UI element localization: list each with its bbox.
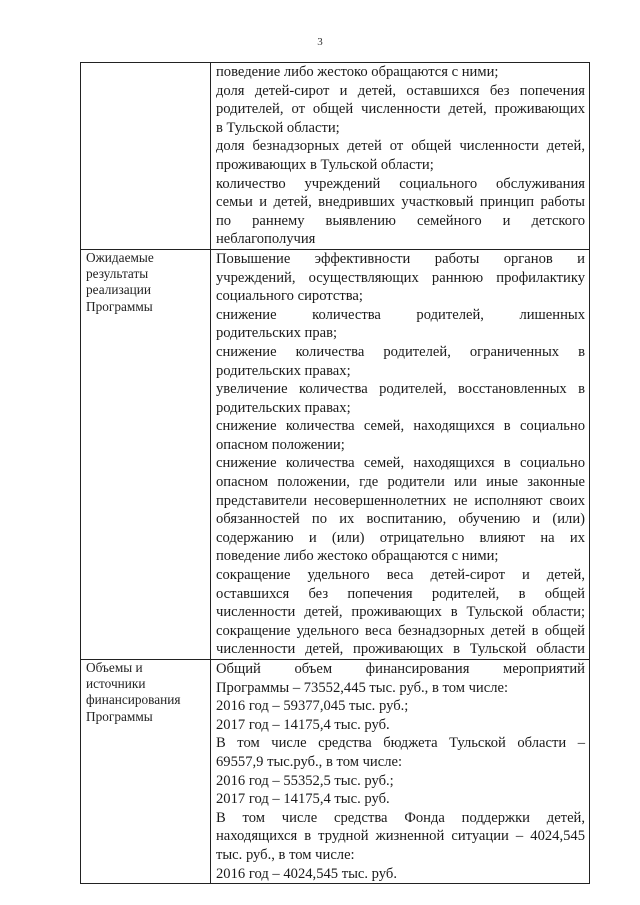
content-line: доля безнадзорных детей от общей численности детей, [216,138,585,155]
program-passport-table [80,62,590,884]
row-indicators-continued [81,63,590,250]
content-line: 2016 год – 55352,5 тыс. руб.; [216,772,394,789]
content-line: доля детей-сирот и детей, оставшихся без попечения [216,82,585,99]
row-label-line: Программы [86,708,153,724]
content-line: снижение количества родителей, лишенных [216,306,585,323]
content-line: численности детей, проживающих в Тульской области; [216,604,585,621]
content-line: 2016 год – 59377,045 тыс. руб.; [216,698,409,715]
row-financing [81,660,590,884]
content-line: Программы – 73552,445 тыс. руб., в том числе: [216,679,509,696]
row-label-line: результаты [86,266,149,282]
content-line: оставшихся без попечения родителей, в общей [216,585,585,602]
content-line: содержанию и (или) отрицательно влияют на их [216,529,585,546]
row-label-line: Объемы и [86,660,143,675]
content-line: социального сиротства; [216,288,363,305]
content-line: опасном положении; [216,436,345,453]
row-content-cell [211,63,590,250]
content-line: проживающих в Тульской области; [216,156,434,173]
content-line: обязанностей по их воспитанию, обучению и (или) [216,511,585,528]
row-content-cell [211,660,590,884]
row-label-cell [81,660,211,884]
content-line: 69557,9 тыс.руб., в том числе: [216,753,403,770]
content-line: неблагополучия [216,231,316,248]
row-label-line: источники [86,676,146,692]
content-line: В том числе средства бюджета Тульской области – [216,735,585,752]
content-line: поведение либо жестоко обращаются с ними; [216,64,499,80]
content-line: тыс. руб., в том числе: [216,846,355,863]
content-line: снижение количества семей, находящихся в социально [216,418,585,435]
content-line: родительских прав; [216,325,338,342]
row-label-cell [81,63,211,250]
content-line: находящихся в трудной жизненной ситуации – 4024,545 [216,828,585,845]
content-line: численности детей, проживающих в Тульской области [216,641,585,658]
row-label-line: реализации [86,282,151,298]
row-expected-results [81,249,590,659]
content-line: представители несовершеннолетних не исполняют своих [216,492,585,509]
content-line: родителей, от общей численности детей, проживающих [216,101,585,118]
content-line: поведение либо жестоко обращаются с ними; [216,548,499,565]
content-line: В том числе средства Фонда поддержки детей, [216,809,585,826]
content-line: по раннему выявлению семейного и детского [216,212,585,229]
content-line: 2017 год – 14175,4 тыс. руб. [216,716,390,733]
row-label-cell [81,249,211,659]
row-label-line: Программы [86,298,153,314]
content-line: учреждений, осуществляющих раннюю профилактику [216,269,585,286]
content-line: родительских правах; [216,399,351,416]
content-line: в Тульской области; [216,119,340,136]
row-label-line: финансирования [86,692,181,708]
content-line: опасном положении, где родители или иные законные [216,474,585,491]
row-label-line: Ожидаемые [86,249,154,265]
content-line: увеличение количества родителей, восстановленных в [216,381,585,398]
content-line: сокращение удельного веса безнадзорных детей в общей [216,622,585,639]
page-number: 3 [317,36,323,48]
content-line: родительских правах; [216,362,351,379]
content-line: снижение количества семей, находящихся в социально [216,455,585,472]
row-content-cell [211,249,590,659]
content-line: 2017 год – 14175,4 тыс. руб. [216,791,390,808]
content-line: сокращение удельного веса детей-сирот и детей, [216,567,585,584]
content-line: семьи и детей, внедривших участковый принцип работы [216,194,585,211]
content-line: снижение количества родителей, ограниченных в [216,343,585,360]
content-line: 2016 год – 4024,545 тыс. руб. [216,865,397,882]
content-line: Общий объем финансирования мероприятий [216,661,585,677]
content-line: Повышение эффективности работы органов и [216,250,585,267]
content-line: количество учреждений социального обслуживания [216,175,585,192]
